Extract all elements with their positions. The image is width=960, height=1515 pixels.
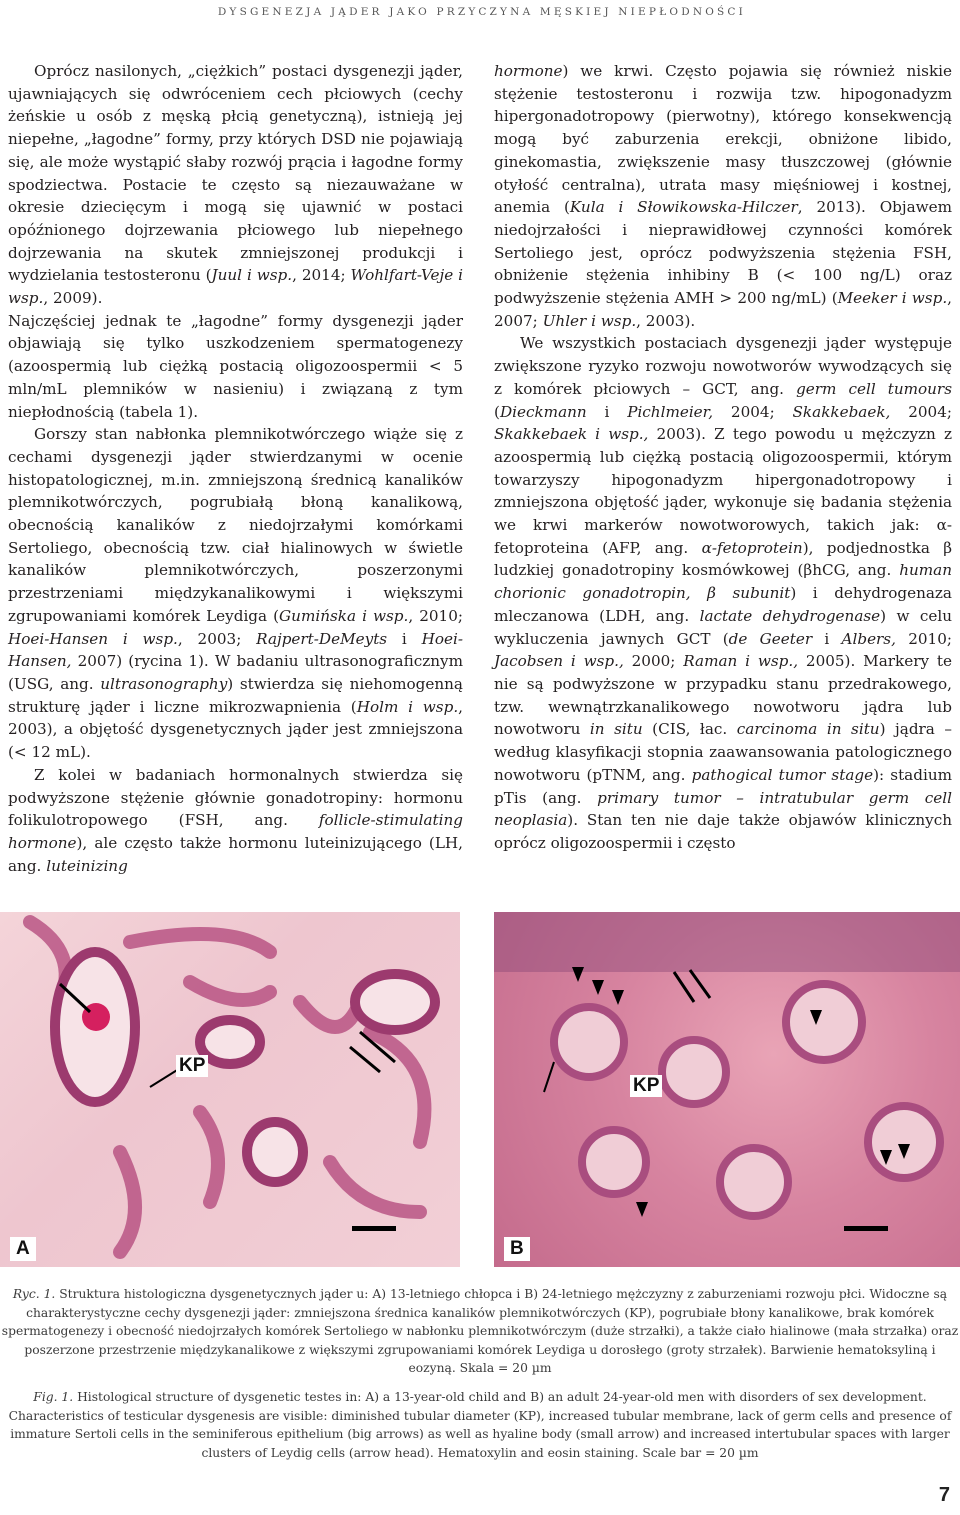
scale-bar bbox=[352, 1226, 396, 1231]
paragraph: Najczęściej jednak te „łagodne” formy dysgenezji jąder objawiają się tylko uszkodzeniem spermatogenezy (azoospermią lub ciężką postacią oligozoospermii < 5 mln/mL plemników w nasieniu) i związaną z tym niepłodnością (tabela 1). bbox=[8, 311, 463, 421]
big-arrow-icon bbox=[690, 970, 710, 998]
paragraph: Gorszy stan nabłonka plemnikotwórczego wiąże się z cechami dysgenezji jąder stwierdzanymi w ocenie histopatologicznej, m.in. zmniejszoną średnicą kanalików plemnikotwórczych, pogrubiałą błoną kanalikową, obecnością kanalików z niedojrzałymi komórkami Sertoliego, obecnością tzw. ciał hialinowych w świetle kanalików plemnikotwórczych, poszerzonymi przestrzeniami międzykanalikowymi i większymi zgrupowaniami komórek Leydiga (Gumińska i wsp., 2010; Hoei-Hansen i wsp., 2003; Rajpert-DeMeyts i Hoei-Hansen, 2007) (rycina 1). W badaniu ultrasonograficznym (USG, ang. ultrasonography) stwierdza się niehomogenną strukturę jąder i liczne mikrozwapnienia (Holm i wsp., 2003), a objętość dysgenetycznych jąder jest zmniejszona (< 12 mL). bbox=[8, 425, 463, 762]
scale-bar bbox=[844, 1226, 888, 1231]
big-arrow-icon bbox=[350, 1047, 380, 1072]
histology-panel-b bbox=[494, 912, 960, 1267]
paragraph: Oprócz nasilonych, „ciężkich” postaci dysgenezji jąder, ujawniających się odwróceniem cech płciowych (cechy żeńskie u osób z męską płcią genetyczną), istnieją jej niepełne, „łagodne” formy, przy których DSD nie pojawiają się, ale może wystąpić słaby rozwój prącia i łagodne formy spodziectwa. Postacie te często są niezauważane w okresie dziecięcym i mogą się ujawnić w postaci opóźnionego dojrzewania płciowego lub niepełnego dojrzewania na skutek zmniejszonej produkcji i wydzielania testosteronu (Juul i wsp., 2014; Wohlfart-Veje i wsp., 2009). bbox=[8, 62, 463, 308]
big-arrow-icon bbox=[674, 972, 694, 1002]
panel-label-b: B bbox=[504, 1237, 530, 1261]
kp-label-b: KP bbox=[630, 1075, 662, 1097]
running-header: DYSGENEZJA JĄDER JAKO PRZYCZYNA MĘSKIEJ NIEPŁODNOŚCI bbox=[217, 6, 746, 18]
tissue-illustration-a bbox=[0, 912, 460, 1267]
page-number: 7 bbox=[938, 1484, 950, 1506]
figure-caption-en: Fig. 1. Histological structure of dysgenetic testes in: A) a 13-year-old child and B) an adult 24-year-old men with disorders of sex development. Characteristics of testicular dysgenesis are visible: diminished tubular diameter (KP), increased tubular membrane, lack of germ cells and presence of immature Sertoli cells in the seminiferous epithelium (big arrows) as well as hyaline body (small arrow) and increased intertubular spaces with larger clusters of Leydig cells (arrow head). Hematoxylin and eosin staining. Scale bar = 20 µm bbox=[8, 1390, 952, 1460]
right-text-column bbox=[494, 60, 952, 855]
histology-panel-a bbox=[0, 912, 460, 1267]
label-pointer bbox=[544, 1062, 554, 1092]
paragraph: Z kolei w badaniach hormonalnych stwierdza się podwyższone stężenie głównie gonadotropiny: hormonu folikulotropowego (FSH, ang. follicle-stimulating hormone), ale często także hormonu luteinizującego (LH, ang. luteinizing bbox=[8, 765, 463, 875]
tissue-illustration-b bbox=[494, 912, 960, 1267]
histology-figure bbox=[0, 912, 960, 1267]
kp-label-a: KP bbox=[176, 1055, 208, 1077]
seminiferous-tubule bbox=[55, 952, 435, 1182]
paragraph: hormone) we krwi. Często pojawia się również niskie stężenie testosteronu i rozwija tzw. hipogonadyzm hipergonadotropowy (pierwotny), którego konsekwencją mogą być zaburzenia erekcji, obniżone libido, ginekomastia, zwiększenie masy tłuszczowej (głównie otyłość centralna), utrata masy mięśniowej i kostnej, anemia (Kula i Słowikowska-Hilczer, 2013). Objawem niedojrzałości i nieprawidłowej czynności komórek Sertoliego jest, oprócz podwyższenia stężenia FSH, obniżenie stężenia inhibiny B (< 100 ng/L) oraz podwyższenie stężenia AMH > 200 ng/mL) (Meeker i wsp., 2007; Uhler i wsp., 2003). bbox=[494, 62, 953, 330]
paragraph: We wszystkich postaciach dysgenezji jąder występuje zwiększone ryzyko rozwoju nowotworów wywodzących się z komórek płciowych – GCT, ang. germ cell tumours (Dieckmann i Pichlmeier, 2004; Skakkebaek, 2004; Skakkebaek i wsp., 2003). Z tego powodu u mężczyzn z azoospermią lub ciężką postacią oligozoospermii, którym towarzyszy hipogonadyzm hipergonadotropowy i zmniejszona objętość jąder, wykonuje się badania stężenia we krwi markerów nowotworowych, takich jak: α-fetoproteina (AFP, ang. α-fetoprotein), podjednostka β ludzkiej gonadotropiny kosmówkowej (βhCG, ang. human chorionic gonadotropin, β subunit) i dehydrogenaza mleczanowa (LDH, ang. lactate dehydrogenase) w celu wykluczenia jawnych GCT (de Geeter i Albers, 2010; Jacobsen i wsp., 2000; Raman i wsp., 2005). Markery te nie są podwyższone w przypadku stanu przedrakowego, tzw. wewnątrzkanalikowego nowotworu jądra lub nowotworu in situ (CIS, łac. carcinoma in situ) jądra – według klasyfikacji stopnia zaawansowania patologicznego nowotworu (pTNM, ang. pathogical tumor stage): stadium pTis (ang. primary tumor – intratubular germ cell neoplasia). Stan ten nie daje także objawów klinicznych oprócz oligozoospermii i często bbox=[494, 334, 953, 852]
figure-caption-pl: Ryc. 1. Struktura histologiczna dysgenetycznych jąder u: A) 13-letniego chłopca i B) 24-letniego mężczyzny z zaburzeniami rozwoju płci. Widoczne są charakterystyczne cechy dysgenezji jąder: zmniejszona średnica kanalików plemnikotwórczych (KP), pogrubiałe błony kanalikowe, brak komórek spermatogenezy i obecność niedojrzałych komórek Sertoliego w nabłonku plemnikotwórczym (duże strzałki), a także ciało hialinowe (mała strzałka) oraz poszerzone przestrzenie międzykanalikowe z większymi zgrupowaniami komórek Leydiga u dorosłego (groty strzałek). Barwienie hematoksyliną i eozyną. Skala = 20 µm bbox=[1, 1287, 959, 1376]
panel-label-a: A bbox=[10, 1237, 36, 1261]
seminiferous-tubule bbox=[554, 984, 940, 1216]
left-text-column bbox=[8, 60, 463, 877]
